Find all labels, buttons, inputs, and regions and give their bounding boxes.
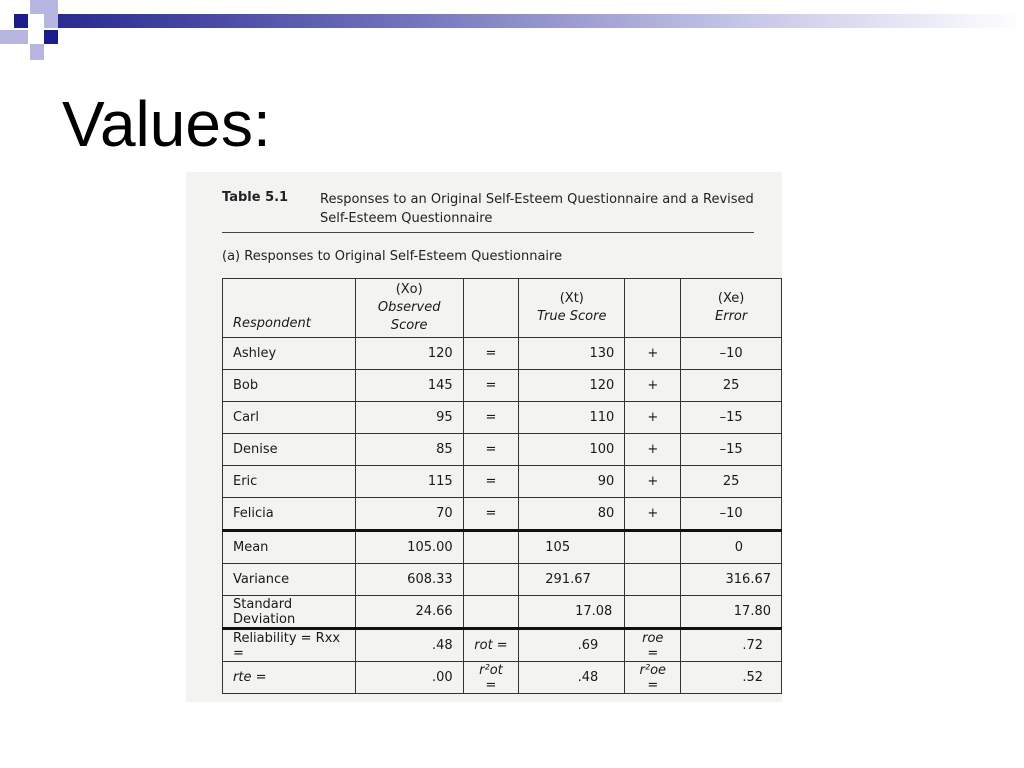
plus-sign: + bbox=[625, 434, 681, 466]
plus-sign: + bbox=[625, 370, 681, 402]
reliability-row bbox=[223, 629, 782, 662]
true-score: 110 bbox=[519, 402, 625, 434]
error-score: –10 bbox=[681, 338, 782, 370]
equals-sign: = bbox=[463, 434, 519, 466]
observed-score: 85 bbox=[355, 434, 463, 466]
table-row bbox=[223, 466, 782, 498]
respondent-name: Ashley bbox=[223, 338, 356, 370]
equals-sign: = bbox=[463, 338, 519, 370]
correlation-row bbox=[223, 662, 782, 694]
respondent-name: Felicia bbox=[223, 498, 356, 531]
observed-score: 145 bbox=[355, 370, 463, 402]
blank-cell bbox=[625, 596, 681, 629]
stat-error: 316.67 bbox=[681, 564, 782, 596]
true-score: 130 bbox=[519, 338, 625, 370]
header-error bbox=[681, 279, 782, 338]
plus-sign: + bbox=[625, 338, 681, 370]
deco-square-3 bbox=[44, 0, 58, 28]
true-score: 90 bbox=[519, 466, 625, 498]
stat-error: 17.80 bbox=[681, 596, 782, 629]
observed-score: 120 bbox=[355, 338, 463, 370]
reliability-value: .48 bbox=[355, 629, 463, 662]
header-blank-1 bbox=[463, 279, 519, 338]
rot-label: rot = bbox=[463, 629, 519, 662]
scores-table bbox=[222, 278, 782, 694]
respondent-name: Denise bbox=[223, 434, 356, 466]
rot-value: .69 bbox=[519, 629, 625, 662]
scanned-table-image bbox=[186, 172, 782, 702]
error-score: 25 bbox=[681, 466, 782, 498]
slide-title: Values: bbox=[62, 88, 271, 160]
observed-score: 95 bbox=[355, 402, 463, 434]
error-score: –15 bbox=[681, 434, 782, 466]
header-true-label: True Score bbox=[537, 309, 607, 324]
plus-sign: + bbox=[625, 402, 681, 434]
header-respondent: Respondent bbox=[223, 279, 356, 338]
rot2-value: .48 bbox=[519, 662, 625, 694]
blank-cell bbox=[463, 531, 519, 564]
stat-observed: 24.66 bbox=[355, 596, 463, 629]
stat-error: 0 bbox=[681, 531, 782, 564]
deco-square-1 bbox=[14, 14, 28, 28]
error-score: 25 bbox=[681, 370, 782, 402]
rot2-label: r²ot = bbox=[463, 662, 519, 694]
blank-cell bbox=[463, 596, 519, 629]
stat-name: Variance bbox=[223, 564, 356, 596]
roe2-value: .52 bbox=[681, 662, 782, 694]
respondent-name: Eric bbox=[223, 466, 356, 498]
table-row bbox=[223, 498, 782, 531]
deco-square-6 bbox=[44, 30, 58, 44]
true-score: 80 bbox=[519, 498, 625, 531]
error-score: –10 bbox=[681, 498, 782, 531]
table-row bbox=[223, 338, 782, 370]
stats-row-variance bbox=[223, 564, 782, 596]
true-score: 120 bbox=[519, 370, 625, 402]
header-true bbox=[519, 279, 625, 338]
error-score: –15 bbox=[681, 402, 782, 434]
stat-true: 105 bbox=[519, 531, 625, 564]
plus-sign: + bbox=[625, 498, 681, 531]
roe-label: roe = bbox=[625, 629, 681, 662]
table-row bbox=[223, 434, 782, 466]
header-gradient-bar bbox=[58, 14, 1024, 28]
blank-cell bbox=[625, 531, 681, 564]
stats-row-sd bbox=[223, 596, 782, 629]
reliability-label: Reliability = Rxx = bbox=[223, 629, 356, 662]
blank-cell bbox=[463, 564, 519, 596]
respondent-name: Carl bbox=[223, 402, 356, 434]
header-error-symbol: (Xe) bbox=[717, 291, 745, 306]
stat-true: 17.08 bbox=[519, 596, 625, 629]
deco-square-4 bbox=[0, 30, 28, 44]
roe-value: .72 bbox=[681, 629, 782, 662]
stat-observed: 608.33 bbox=[355, 564, 463, 596]
heading-divider bbox=[222, 232, 754, 233]
true-score: 100 bbox=[519, 434, 625, 466]
observed-score: 70 bbox=[355, 498, 463, 531]
roe2-label: r²oe = bbox=[625, 662, 681, 694]
header-blank-2 bbox=[625, 279, 681, 338]
table-caption: Responses to an Original Self-Esteem Questionnaire and a Revised Self-Esteem Questionnaire bbox=[320, 192, 754, 226]
header-true-symbol: (Xt) bbox=[559, 291, 584, 306]
header-observed bbox=[355, 279, 463, 338]
table-row bbox=[223, 370, 782, 402]
stat-observed: 105.00 bbox=[355, 531, 463, 564]
header-observed-symbol: (Xo) bbox=[395, 282, 423, 297]
table-header-row bbox=[223, 279, 782, 338]
rte-value: .00 bbox=[355, 662, 463, 694]
header-error-label: Error bbox=[715, 309, 748, 324]
equals-sign: = bbox=[463, 402, 519, 434]
rte-label: rte = bbox=[223, 662, 356, 694]
deco-square-2 bbox=[30, 0, 44, 14]
table-row bbox=[223, 402, 782, 434]
equals-sign: = bbox=[463, 370, 519, 402]
table-subtitle: (a) Responses to Original Self-Esteem Questionnaire bbox=[222, 249, 563, 264]
blank-cell bbox=[625, 564, 681, 596]
stat-true: 291.67 bbox=[519, 564, 625, 596]
plus-sign: + bbox=[625, 466, 681, 498]
stats-row-mean bbox=[223, 531, 782, 564]
header-observed-label: Observed Score bbox=[377, 300, 441, 333]
deco-square-5 bbox=[30, 44, 44, 60]
table-number: Table 5.1 bbox=[222, 190, 289, 205]
stat-name: Standard Deviation bbox=[223, 596, 356, 629]
equals-sign: = bbox=[463, 498, 519, 531]
observed-score: 115 bbox=[355, 466, 463, 498]
equals-sign: = bbox=[463, 466, 519, 498]
respondent-name: Bob bbox=[223, 370, 356, 402]
stat-name: Mean bbox=[223, 531, 356, 564]
